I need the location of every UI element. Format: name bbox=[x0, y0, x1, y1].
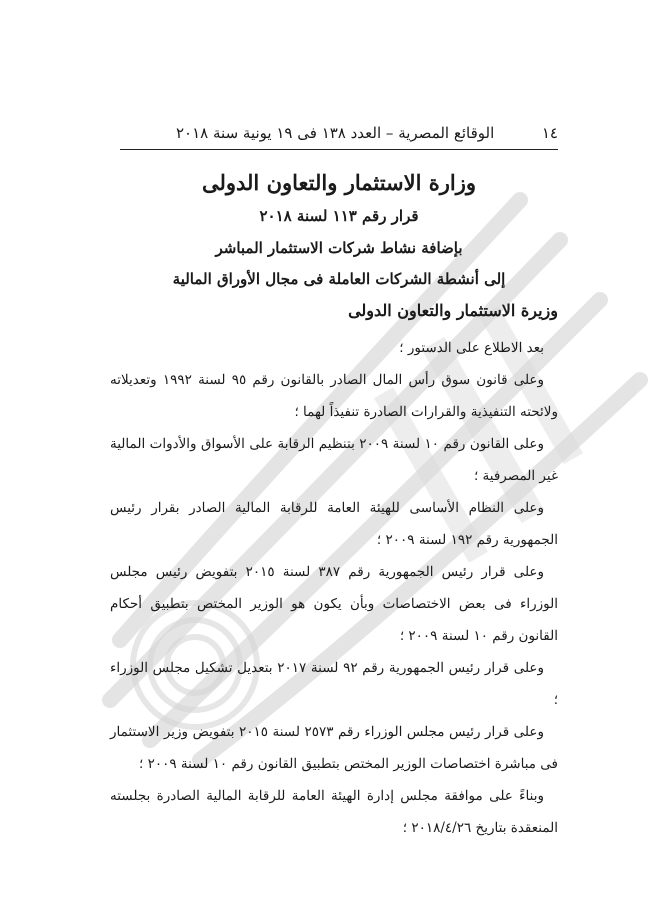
preamble-paragraph: بعد الاطلاع على الدستور ؛ bbox=[399, 340, 544, 356]
decree-subject-line-2: إلى أنشطة الشركات العاملة فى مجال الأوراق المالية bbox=[172, 270, 506, 288]
preamble-paragraph: وعلى النظام الأساسى للهيئة العامة للرقابة المالية الصادر بقرار رئيس الجمهورية رقم ١٩٢ لسنة ٢٠٠٩ ؛ bbox=[110, 500, 558, 548]
decree-subject-line-1: بإضافة نشاط شركات الاستثمار المباشر bbox=[215, 239, 463, 257]
running-title: الوقائع المصرية – العدد ١٣٨ فى ١٩ يونية سنة ٢٠١٨ bbox=[176, 124, 495, 142]
page-header bbox=[176, 122, 558, 144]
preamble-paragraph: وعلى قرار رئيس الجمهورية رقم ٣٨٧ لسنة ٢٠١٥ بتفويض رئيس مجلس الوزراء فى بعض الاختصاصات وبأن يكون هو الوزير المختص بتطبيق أحكام القانون رقم ١٠ لسنة ٢٠٠٩ ؛ bbox=[110, 564, 558, 644]
header-divider bbox=[120, 149, 558, 150]
preamble-paragraph: وعلى القانون رقم ١٠ لسنة ٢٠٠٩ بتنظيم الرقابة على الأسواق والأدوات المالية غير المصرفية ؛ bbox=[110, 436, 558, 484]
page-number: ١٤ bbox=[541, 124, 558, 142]
preamble-paragraph: وعلى قانون سوق رأس المال الصادر بالقانون رقم ٩٥ لسنة ١٩٩٢ وتعديلاته ولائحته التنفيذية والقرارات الصادرة تنفيذاً لهما ؛ bbox=[110, 372, 558, 420]
decree-body bbox=[110, 332, 558, 844]
preamble-paragraph: وبناءً على موافقة مجلس إدارة الهيئة العامة للرقابة المالية الصادرة بجلسته المنعقدة بتاريخ ٢٠١٨/٤/٢٦ ؛ bbox=[110, 788, 558, 836]
preamble-paragraph: وعلى قرار رئيس الجمهورية رقم ٩٢ لسنة ٢٠١٧ بتعديل تشكيل مجلس الوزراء ؛ bbox=[110, 660, 558, 708]
decree-number: قرار رقم ١١٣ لسنة ٢٠١٨ bbox=[259, 207, 419, 225]
ministry-title: وزارة الاستثمار والتعاون الدولى bbox=[201, 170, 477, 195]
minister-heading: وزيرة الاستثمار والتعاون الدولى bbox=[348, 301, 558, 320]
preamble-paragraph: وعلى قرار رئيس مجلس الوزراء رقم ٢٥٧٣ لسنة ٢٠١٥ بتفويض وزير الاستثمار فى مباشرة اختصاصات الوزير المختص بتطبيق القانون رقم ١٠ لسنة ٢٠٠٩ ؛ bbox=[110, 724, 558, 772]
